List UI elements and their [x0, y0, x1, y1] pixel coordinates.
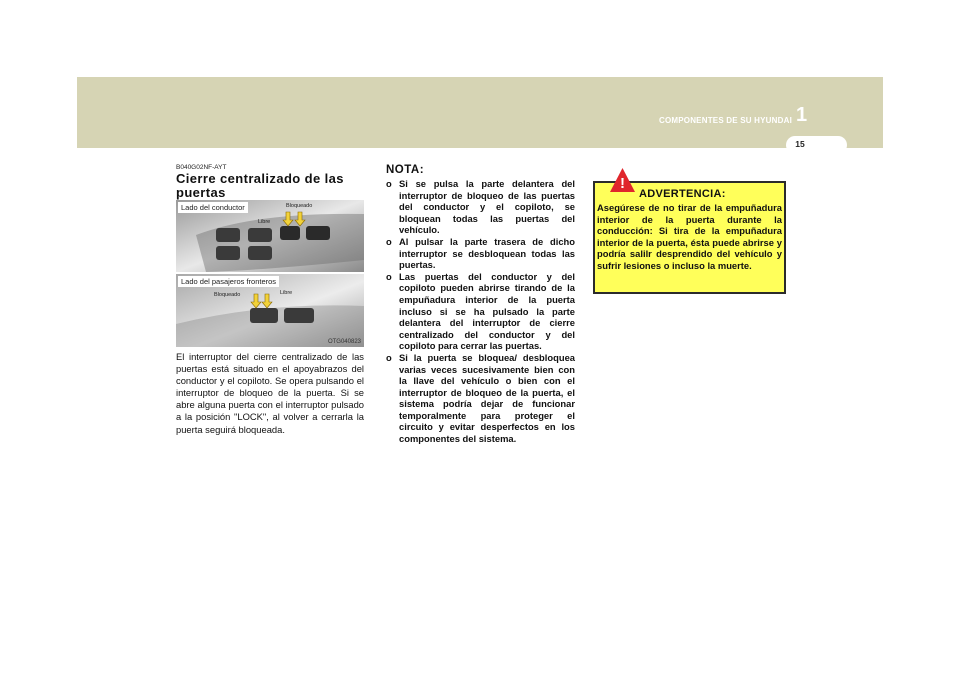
warning-title: ADVERTENCIA:: [639, 188, 726, 200]
warning-box: [593, 181, 786, 294]
list-item-text: Si la puerta se bloquea/ desbloquea varias veces sucesivamente bien con la llave del vehículo o bien con el interruptor de bloqueo de la puerta, el sistema podría dejar de funcionar temporalmente para proteger el circuito y evitar desperfectos en los componentes del sistema.: [399, 351, 575, 445]
page-number: 15: [795, 139, 805, 149]
header-band: [77, 77, 883, 148]
driver-switch-photo: [176, 200, 364, 272]
warning-icon: [609, 167, 636, 193]
passenger-libre-label: Libre: [280, 290, 293, 296]
driver-bloqueado-label: Bloqueado: [286, 203, 313, 209]
chapter-title: COMPONENTES DE SU HYUNDAI: [658, 116, 792, 125]
list-item-text: Si se pulsa la parte delantera del interruptor de bloqueo de las puertas del conductor y el copiloto, se bloquean todas las puertas del vehículo.: [399, 178, 575, 236]
list-item: [386, 352, 575, 445]
list-item-text: Al pulsar la parte trasera de dicho interruptor se desbloquean todas las puertas.: [399, 235, 575, 271]
passenger-bloqueado-label: Bloqueado: [214, 292, 241, 298]
driver-libre-label: Libre: [258, 219, 271, 225]
figure-code: OTG040823: [327, 339, 361, 345]
bullet-marker: o: [386, 235, 392, 247]
chapter-number: 1: [796, 104, 808, 126]
warning-text: Asegúrese de no tirar de la empuñadura interior de la puerta durante la conducción: Si tira de la empuñadura interior de la puerta, ésta puede abrirse y podría salilr desprendido del vehículo y sufrir lesiones o incluso la muerte.: [597, 202, 782, 271]
bullet-marker: o: [386, 270, 392, 282]
list-item: [386, 236, 575, 271]
bullet-marker: o: [386, 351, 392, 363]
section-body-text: El interruptor del cierre centralizado de las puertas está situado en el apoyabrazos del conductor y el copiloto. Se opera pulsando el interruptor de bloqueo de la puerta. Si se abre alguna puerta con el interruptor pulsado a la posición "LOCK", al volver a cerrarla la puerta seguirá bloqueada.: [176, 351, 364, 435]
warning-symbol: !: [620, 175, 625, 192]
nota-title: NOTA:: [386, 164, 425, 176]
passenger-side-label: Lado del pasajeros fronteros: [178, 276, 279, 287]
passenger-switch-photo: [176, 274, 364, 347]
driver-side-label: Lado del conductor: [178, 202, 248, 213]
section-code: B040G02NF-AYT: [176, 164, 227, 171]
list-item: [386, 271, 575, 352]
section-title: Cierre centralizado de las puertas: [176, 171, 344, 200]
list-item: [386, 178, 575, 236]
bullet-marker: o: [386, 178, 392, 189]
nota-list: [386, 178, 575, 445]
list-item-text: Las puertas del conductor y del copiloto pueden abrirse tirando de la empuñadura interior de la puerta incluso si se ha pulsado la parte delantera del interruptor de cierre centralizado del conductor y del copiloto para cerrar las puertas.: [399, 270, 575, 352]
